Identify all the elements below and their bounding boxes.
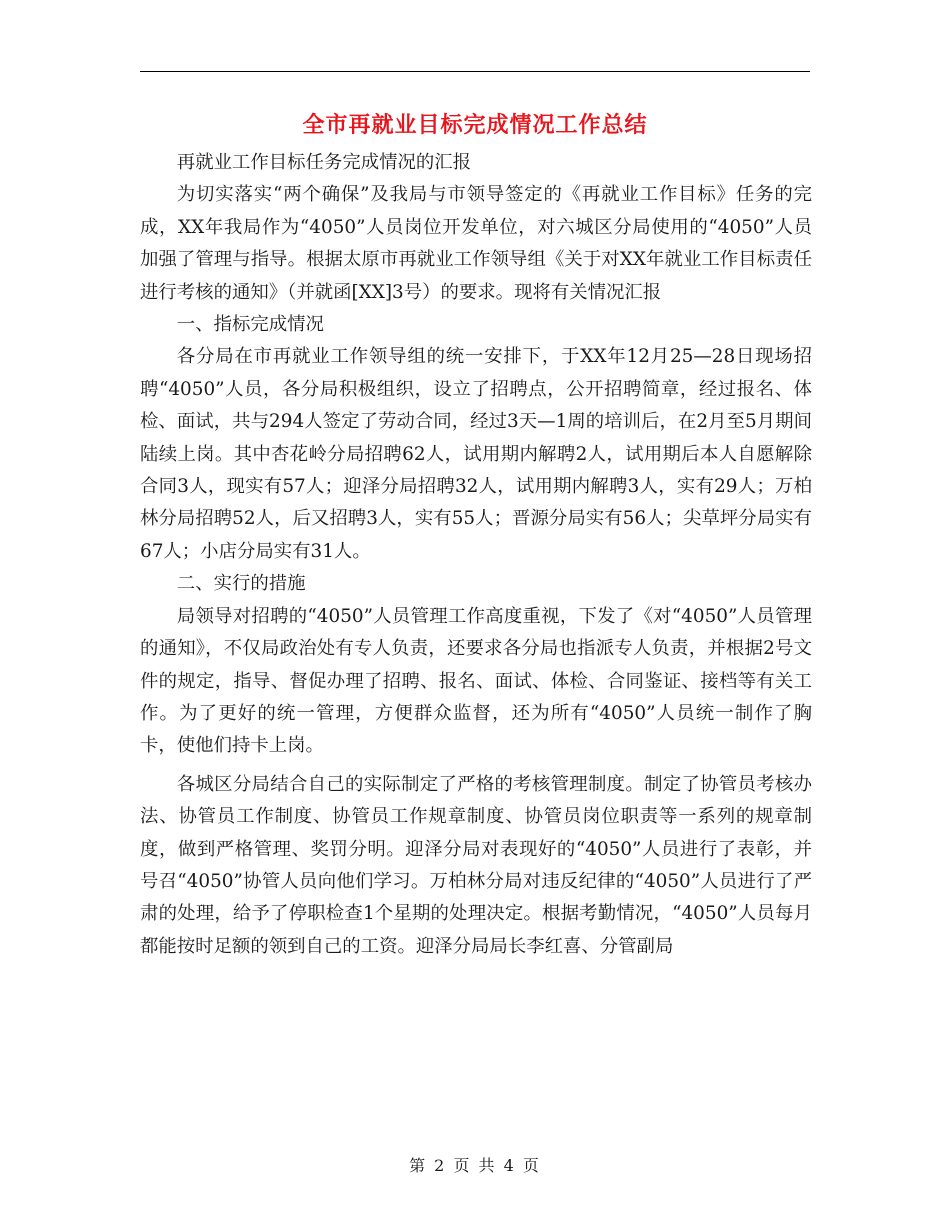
section-heading-2: 二、实行的措施 [176,573,306,595]
header-rule [140,71,810,72]
paragraph-subtitle: 再就业工作目标任务完成情况的汇报 [176,152,472,173]
page-number: 第 2 页 共 4 页 [409,1156,541,1175]
document-body [140,147,812,963]
paragraph-intro: 为切实落实“两个确保”及我局与市领导签定的《再就业工作目标》任务的完成，XX年我局作为“4050”人员岗位开发单位，对六城区分局使用的“4050”人员加强了管理与指导。根据太原市再就业工作领导组《关于对XX年就业工作目标责任进行考核的通知》（并就函[XX]3号）的要求。现将有关情况汇报 [140,184,812,303]
paragraph-management: 各城区分局结合自己的实际制定了严格的考核管理制度。制定了协管员考核办法、协管员工作制度、协管员工作规章制度、协管员岗位职责等一系列的规章制度，做到严格管理、奖罚分明。迎泽分局对表现好的“4050”人员进行了表彰，并号召“4050”协管人员向他们学习。万柏林分局对违反纪律的“4050”人员进行了严肃的处理，给予了停职检查1个星期的处理决定。根据考勤情况，“4050”人员每月都能按时足额的领到自己的工资。迎泽分局局长李红喜、分管副局 [140,773,812,957]
document-title: 全市再就业目标完成情况工作总结 [302,112,648,138]
paragraph-targets: 各分局在市再就业工作领导组的统一安排下，于XX年12月25—28日现场招聘“4050”人员，各分局积极组织，设立了招聘点，公开招聘简章，经过报名、体检、面试，共与294人签定了劳动合同，经过3天—1周的培训后，在2月至5月期间陆续上岗。其中杏花岭分局招聘62人，试用期内解聘2人，试用期后本人自愿解除合同3人，现实有57人；迎泽分局招聘32人，试用期内解聘3人，实有29人；万柏林分局招聘52人，后又招聘3人，实有55人；晋源分局实有56人；尖草坪分局实有67人；小店分局实有31人。 [140,346,812,562]
paragraph-measures: 局领导对招聘的“4050”人员管理工作高度重视，下发了《对“4050”人员管理的通知》，不仅局政治处有专人负责，还要求各分局也指派专人负责，并根据2号文件的规定，指导、督促办理了招聘、报名、面试、体检、合同鉴证、接档等有关工作。为了更好的统一管理，方便群众监督，还为所有“4050”人员统一制作了胸卡，使他们持卡上岗。 [140,605,812,757]
section-heading-1: 一、指标完成情况 [176,314,324,336]
